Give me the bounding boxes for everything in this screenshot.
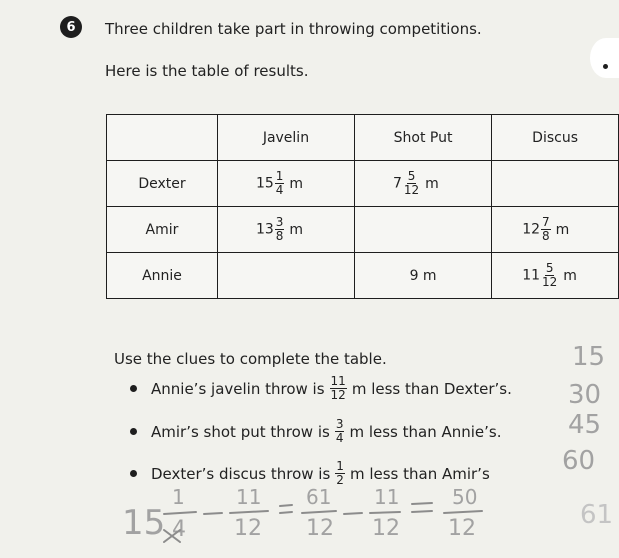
mixed-number-whole: 7 bbox=[392, 175, 402, 192]
handwritten-working: 11 bbox=[374, 485, 400, 509]
fraction: $\frac{1}{2}$ bbox=[336, 459, 344, 487]
column-header-javelin: Javelin bbox=[217, 115, 354, 161]
handwritten-note: 60 bbox=[562, 446, 596, 476]
handwritten-working: 11 bbox=[236, 485, 262, 509]
fraction: $\frac{5}{12}$ bbox=[542, 261, 558, 289]
fraction-bar-stroke bbox=[370, 512, 400, 513]
equals-stroke bbox=[412, 511, 432, 512]
minus-stroke bbox=[204, 513, 222, 514]
handwritten-note: 15 bbox=[572, 342, 606, 372]
fraction-bar-stroke bbox=[230, 511, 268, 513]
handwritten-working: 1 bbox=[172, 485, 185, 509]
fraction: $\frac{5}{12}$ bbox=[403, 169, 420, 197]
handwritten-working: 15 bbox=[122, 503, 166, 543]
cell-annie-shot-put: 9 m bbox=[354, 253, 491, 299]
handwritten-working: 4 bbox=[172, 517, 186, 542]
column-header-discus: Discus bbox=[492, 115, 619, 161]
column-header-shot-put: Shot Put bbox=[354, 115, 491, 161]
row-label-annie: Annie bbox=[107, 253, 218, 299]
fraction-bar-stroke bbox=[302, 511, 336, 513]
equals-stroke bbox=[280, 505, 292, 506]
clue-text: Amir’s shot put throw is bbox=[151, 422, 330, 441]
handwritten-working: 12 bbox=[372, 516, 400, 541]
question-subtext: Here is the table of results. bbox=[105, 62, 309, 80]
handwritten-working: 12 bbox=[234, 516, 262, 541]
question-number: 6 bbox=[60, 16, 82, 38]
fraction: $\frac{1}{4}$ bbox=[275, 169, 284, 197]
clue-text: Dexter’s discus throw is bbox=[151, 464, 331, 483]
minus-stroke bbox=[344, 513, 362, 514]
unit: m bbox=[289, 175, 304, 192]
unit: m bbox=[425, 175, 439, 192]
handwritten-working: 50 bbox=[452, 485, 478, 509]
row-label-amir: Amir bbox=[107, 207, 218, 253]
handwritten-note: 45 bbox=[568, 410, 602, 440]
question-text: Three children take part in throwing competitions. bbox=[105, 20, 482, 38]
mixed-number-whole: 15 bbox=[255, 175, 274, 192]
handwritten-note: 61 bbox=[580, 500, 614, 530]
row-label-dexter: Dexter bbox=[107, 161, 218, 207]
fraction: $\frac{3}{8}$ bbox=[275, 215, 284, 243]
clue-text: m less than Dexter’s. bbox=[351, 379, 512, 398]
fraction-bar-stroke bbox=[444, 511, 482, 513]
handwritten-working: 12 bbox=[448, 516, 476, 541]
clues-heading: Use the clues to complete the table. bbox=[114, 350, 387, 368]
mixed-number-whole: 13 bbox=[255, 221, 274, 238]
unit: m bbox=[289, 221, 304, 238]
clue-text: m less than Amir’s bbox=[349, 464, 490, 483]
mixed-number-whole: 12 bbox=[522, 221, 541, 238]
equals-stroke bbox=[280, 512, 292, 513]
handwritten-working: 12 bbox=[306, 516, 334, 541]
equals-stroke bbox=[412, 503, 432, 504]
mixed-number-whole: 11 bbox=[522, 267, 541, 284]
handwritten-working: 61 bbox=[306, 485, 332, 509]
unit: m bbox=[555, 221, 570, 238]
clue-text: m less than Annie’s. bbox=[349, 422, 502, 441]
handwritten-note: 30 bbox=[568, 380, 602, 410]
fraction: $\frac{7}{8}$ bbox=[542, 215, 550, 243]
unit: m bbox=[563, 267, 577, 284]
clue-text: Annie’s javelin throw is bbox=[151, 379, 325, 398]
fraction-bar-stroke bbox=[164, 512, 196, 514]
fraction: $\frac{3}{4}$ bbox=[335, 417, 344, 445]
fraction: $\frac{11}{12}$ bbox=[330, 374, 346, 402]
